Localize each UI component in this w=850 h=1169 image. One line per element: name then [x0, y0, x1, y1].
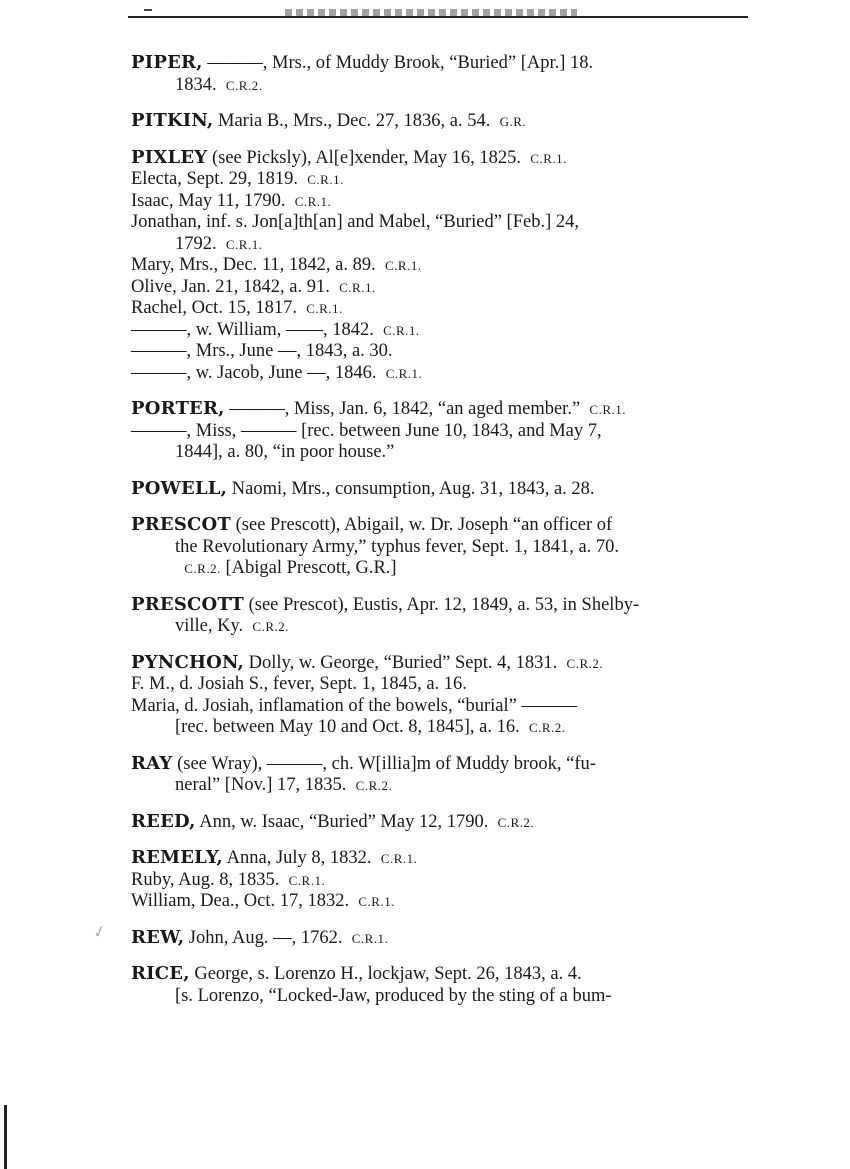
record-entry — [131, 963, 739, 1007]
record-text: Jonathan, inf. s. Jon[a]th[an] and Mabel, “Buried” [Feb.] 24, — [131, 212, 579, 232]
source-citation: C.R.1. — [306, 301, 343, 316]
record-entry — [131, 927, 739, 950]
surname: PYNCHON, — [131, 651, 245, 673]
record-text: (see Picksly), Al[e]xender, May 16, 1825. — [207, 147, 522, 168]
record-text: Ann, w. Isaac, “Buried” May 12, 1790. — [195, 811, 489, 832]
record-line — [131, 616, 739, 638]
source-citation: C.R.2. — [184, 561, 221, 576]
record-entry — [131, 753, 739, 797]
record-line — [131, 147, 739, 170]
record-line — [131, 320, 739, 342]
record-text: ———, Mrs., June —, 1843, a. 30. — [131, 341, 393, 361]
record-line — [131, 169, 739, 191]
record-text: (see Prescot), Eustis, Apr. 12, 1849, a. 53, in Shelby- — [243, 594, 640, 615]
record-text: (see Prescott), Abigail, w. Dr. Joseph “an officer of — [231, 515, 613, 535]
source-citation: C.R.1. — [380, 851, 418, 866]
record-text: 1792. — [175, 233, 217, 254]
record-line — [131, 594, 739, 617]
record-text: Isaac, May 11, 1790. — [131, 190, 286, 211]
record-line — [131, 110, 739, 133]
record-text: Ruby, Aug. 8, 1835. — [131, 869, 280, 890]
record-entry — [131, 478, 739, 501]
record-entry — [131, 514, 739, 580]
record-line — [131, 442, 739, 464]
source-citation: C.R.1. — [339, 279, 376, 295]
record-line — [131, 212, 739, 234]
record-text: Maria B., Mrs., Dec. 27, 1836, a. 54. — [213, 111, 491, 131]
record-line — [131, 191, 739, 213]
surname: PIPER, — [131, 52, 203, 73]
record-line — [131, 696, 739, 718]
record-line — [131, 341, 739, 363]
surname: PRESCOT — [131, 514, 232, 535]
record-entry — [131, 847, 739, 913]
source-citation: C.R.1. — [383, 322, 420, 338]
record-text: ville, Ky. — [175, 616, 244, 636]
source-citation: C.R.2. — [497, 814, 535, 830]
record-text: ———, Miss, Jan. 6, 1842, “an aged member.” — [224, 399, 581, 419]
record-entry — [131, 811, 739, 834]
record-entry — [131, 52, 739, 96]
source-citation: C.R.1. — [358, 894, 395, 909]
record-list — [131, 52, 739, 1021]
source-citation: C.R.2. — [252, 619, 290, 634]
record-line — [131, 963, 739, 986]
record-line — [131, 870, 739, 892]
surname: PRESCOTT — [131, 593, 244, 615]
source-citation: C.R.2. — [566, 655, 604, 671]
record-text: ———, Mrs., of Muddy Brook, “Buried” [Apr.] 18. — [202, 53, 594, 73]
record-text: Maria, d. Josiah, inflamation of the bowels, “burial” ——— — [131, 695, 577, 716]
source-citation: G.R. — [499, 114, 527, 129]
record-entry — [131, 652, 739, 739]
record-text: (see Wray), ———, ch. W[illia]m of Muddy brook, “fu- — [172, 753, 596, 774]
source-citation: C.R.1. — [288, 872, 326, 888]
record-text: Naomi, Mrs., consumption, Aug. 31, 1843, a. 28. — [227, 478, 595, 499]
record-line — [131, 277, 739, 299]
source-citation: C.R.2. — [355, 778, 393, 793]
source-citation: C.R.1. — [385, 365, 423, 381]
record-text: neral” [Nov.] 17, 1835. — [175, 775, 347, 795]
record-line — [131, 927, 739, 950]
record-text: [rec. between May 10 and Oct. 8, 1845], a. 16. — [175, 717, 520, 737]
surname: REED, — [131, 810, 196, 832]
record-line — [131, 478, 739, 501]
source-citation: C.R.2. — [225, 77, 263, 93]
record-entry — [131, 147, 739, 385]
record-text: ———, w. Jacob, June —, 1846. — [131, 362, 377, 383]
record-text: F. M., d. Josiah S., fever, Sept. 1, 1845, a. 16. — [131, 674, 467, 694]
record-line — [131, 363, 739, 385]
record-line — [131, 558, 739, 580]
source-citation: C.R.1. — [307, 172, 344, 187]
source-citation: C.R.1. — [225, 236, 263, 252]
surname: PIXLEY — [131, 146, 208, 168]
surname: RICE, — [131, 963, 190, 984]
record-line — [131, 674, 739, 696]
source-citation: C.R.1. — [589, 402, 626, 417]
record-text: Dolly, w. George, “Buried” Sept. 4, 1831. — [244, 652, 558, 673]
record-text: Olive, Jan. 21, 1842, a. 91. — [131, 276, 330, 297]
top-rule — [128, 16, 748, 18]
record-text: ———, w. William, ——, 1842. — [131, 319, 374, 340]
source-citation: C.R.1. — [385, 258, 422, 273]
surname: REW, — [131, 926, 185, 948]
header-mark — [144, 9, 152, 11]
record-line — [131, 652, 739, 675]
record-line — [131, 986, 739, 1008]
source-citation: C.R.1. — [530, 150, 567, 166]
record-line — [131, 775, 739, 797]
record-text: 1834. — [175, 74, 217, 95]
record-text: [s. Lorenzo, “Locked-Jaw, produced by the sting of a bum- — [175, 985, 612, 1006]
record-line — [131, 298, 739, 320]
source-citation: C.R.2. — [528, 720, 566, 735]
record-line — [131, 75, 739, 97]
record-text: the Revolutionary Army,” typhus fever, Sept. 1, 1841, a. 70. — [175, 536, 620, 557]
surname: RAY — [131, 752, 173, 774]
surname: PITKIN, — [131, 110, 214, 131]
record-line — [131, 421, 739, 443]
record-text: ———, Miss, ——— [rec. between June 10, 1843, and May 7, — [131, 420, 602, 441]
record-line — [131, 52, 739, 75]
record-entry — [131, 594, 739, 638]
record-text: William, Dea., Oct. 17, 1832. — [131, 891, 350, 911]
record-line — [131, 891, 739, 913]
record-line — [131, 717, 739, 739]
record-line — [131, 255, 739, 277]
record-entry — [131, 110, 739, 133]
record-line — [131, 811, 739, 834]
surname: PORTER, — [131, 398, 225, 419]
record-note: [Abigal Prescott, G.R.] — [220, 558, 397, 578]
record-line — [131, 514, 739, 537]
surname: REMELY, — [131, 847, 224, 868]
source-citation: C.R.1. — [294, 193, 332, 209]
record-text: Anna, July 8, 1832. — [223, 848, 372, 868]
record-text: 1844], a. 80, “in poor house.” — [175, 442, 395, 462]
record-line — [131, 847, 739, 870]
record-text: Rachel, Oct. 15, 1817. — [131, 298, 297, 318]
record-line — [131, 234, 739, 256]
source-citation: C.R.1. — [351, 930, 389, 946]
record-line — [131, 753, 739, 776]
surname: POWELL, — [131, 477, 228, 499]
record-text: George, s. Lorenzo H., lockjaw, Sept. 26, 1843, a. 4. — [189, 964, 582, 984]
scan-edge-mark — [4, 1105, 7, 1169]
record-line — [131, 537, 739, 559]
record-text: Mary, Mrs., Dec. 11, 1842, a. 89. — [131, 255, 376, 275]
record-text: John, Aug. —, 1762. — [184, 927, 343, 948]
check-mark-icon: ✓ — [91, 922, 109, 943]
record-entry — [131, 398, 739, 464]
record-line — [131, 398, 739, 421]
record-text: Electa, Sept. 29, 1819. — [131, 169, 298, 189]
